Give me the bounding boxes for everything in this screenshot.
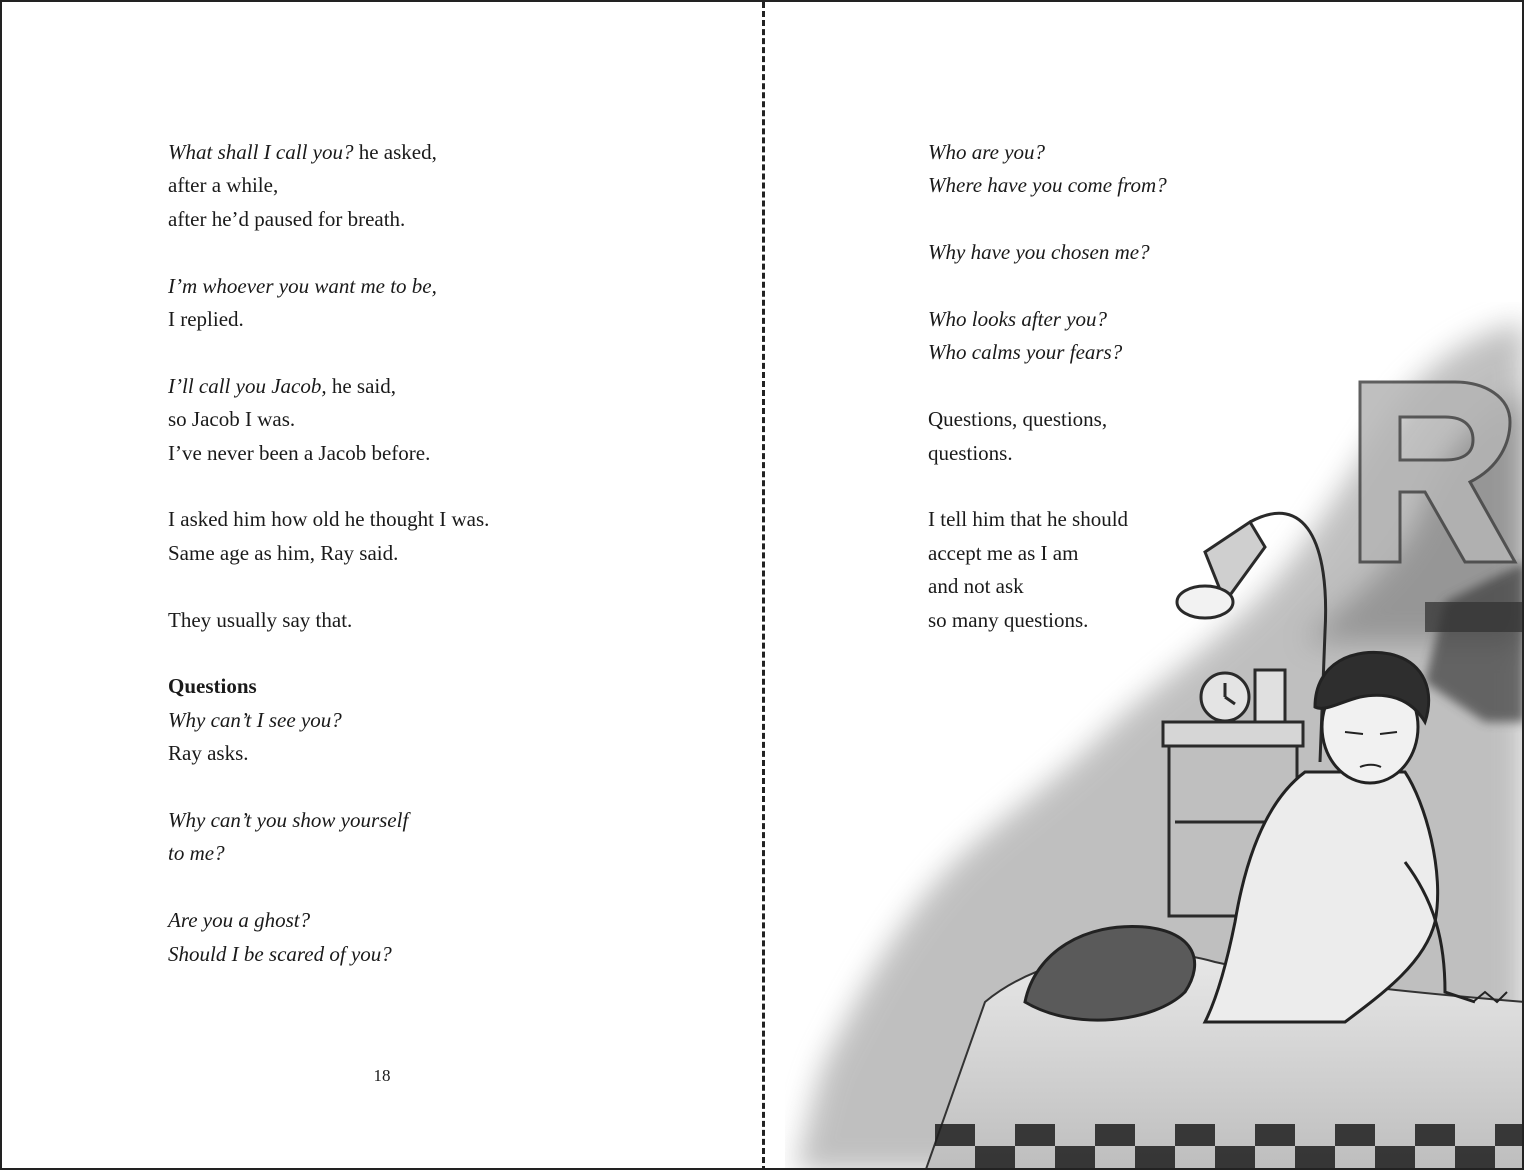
text-fragment: I’m whoever you want me to be, <box>168 273 437 298</box>
text-fragment: he asked, <box>353 140 437 164</box>
stanza-gap <box>928 470 1268 503</box>
left-page <box>2 2 762 1170</box>
text-line <box>168 303 728 336</box>
text-line <box>168 136 728 169</box>
text-line <box>168 837 728 870</box>
text-fragment: Should I be scared of you? <box>168 941 392 966</box>
text-fragment: I tell him that he should <box>928 507 1129 532</box>
stanza-gap <box>928 203 1268 236</box>
stanza-gap <box>168 771 728 804</box>
stanza-gap <box>168 570 728 603</box>
text-line <box>928 169 1268 202</box>
stanza-gap <box>168 637 728 670</box>
text-line <box>928 537 1268 570</box>
text-line <box>928 336 1268 369</box>
text-fragment: accept me as I am <box>928 540 1079 565</box>
text-line <box>928 136 1268 169</box>
text-fragment: Questions, questions, <box>928 407 1108 432</box>
text-fragment: I’ll call you Jacob, <box>168 373 327 398</box>
stanza-gap <box>928 370 1268 403</box>
text-fragment: questions. <box>928 440 1013 465</box>
page-number: 18 <box>373 1066 391 1085</box>
text-fragment: to me? <box>168 841 225 866</box>
text-line <box>928 303 1268 336</box>
text-fragment: he said, <box>326 373 397 398</box>
text-line <box>168 437 728 470</box>
text-line <box>928 604 1268 637</box>
text-line <box>928 570 1268 603</box>
text-line <box>168 203 728 236</box>
text-line <box>168 804 728 837</box>
text-fragment: Why can’t you show yourself <box>168 808 409 833</box>
text-fragment: Who looks after you? <box>928 307 1108 331</box>
stanza-gap <box>168 236 728 269</box>
section-heading: Questions <box>168 674 257 699</box>
stanza-gap <box>168 470 728 503</box>
text-fragment: Are you a ghost? <box>168 908 311 933</box>
alarm-clock <box>1201 673 1249 721</box>
text-fragment: after a while, <box>168 173 279 198</box>
text-fragment: Same age as him, Ray said. <box>168 540 399 565</box>
text-fragment: They usually say that. <box>168 607 353 632</box>
text-line <box>168 604 728 637</box>
text-fragment: after he’d paused for breath. <box>168 206 406 231</box>
stanza-gap <box>168 336 728 369</box>
right-page <box>765 2 1524 1170</box>
stanza-gap <box>168 871 728 904</box>
text-line <box>928 503 1268 536</box>
text-line <box>928 236 1268 269</box>
text-line <box>168 537 728 570</box>
text-fragment: so Jacob I was. <box>168 407 296 432</box>
text-fragment: so many questions. <box>928 607 1089 632</box>
text-line <box>168 503 728 536</box>
text-line <box>928 437 1268 470</box>
text-fragment: I replied. <box>168 307 244 332</box>
text-line <box>168 169 728 202</box>
text-line <box>168 737 728 770</box>
left-page-text <box>168 136 728 971</box>
text-fragment: Who are you? <box>928 140 1046 164</box>
text-line <box>168 270 728 303</box>
text-fragment: Where have you come from? <box>928 173 1167 198</box>
text-line <box>168 370 728 403</box>
text-line <box>168 403 728 436</box>
text-fragment: I’ve never been a Jacob before. <box>168 440 431 465</box>
text-fragment: I asked him how old he thought I was. <box>168 507 490 532</box>
text-fragment: Who calms your fears? <box>928 340 1123 365</box>
text-line <box>168 904 728 937</box>
text-line <box>168 704 728 737</box>
text-line <box>168 938 728 971</box>
text-fragment: Why have you chosen me? <box>928 240 1150 265</box>
text-line <box>168 670 728 703</box>
stanza-gap <box>928 270 1268 303</box>
text-line <box>928 403 1268 436</box>
text-fragment: What shall I call you? <box>168 140 354 164</box>
right-page-text <box>928 136 1268 637</box>
text-fragment: Ray asks. <box>168 741 249 766</box>
text-fragment: Why can’t I see you? <box>168 707 342 732</box>
cup <box>1255 670 1285 722</box>
text-fragment: and not ask <box>928 574 1024 599</box>
